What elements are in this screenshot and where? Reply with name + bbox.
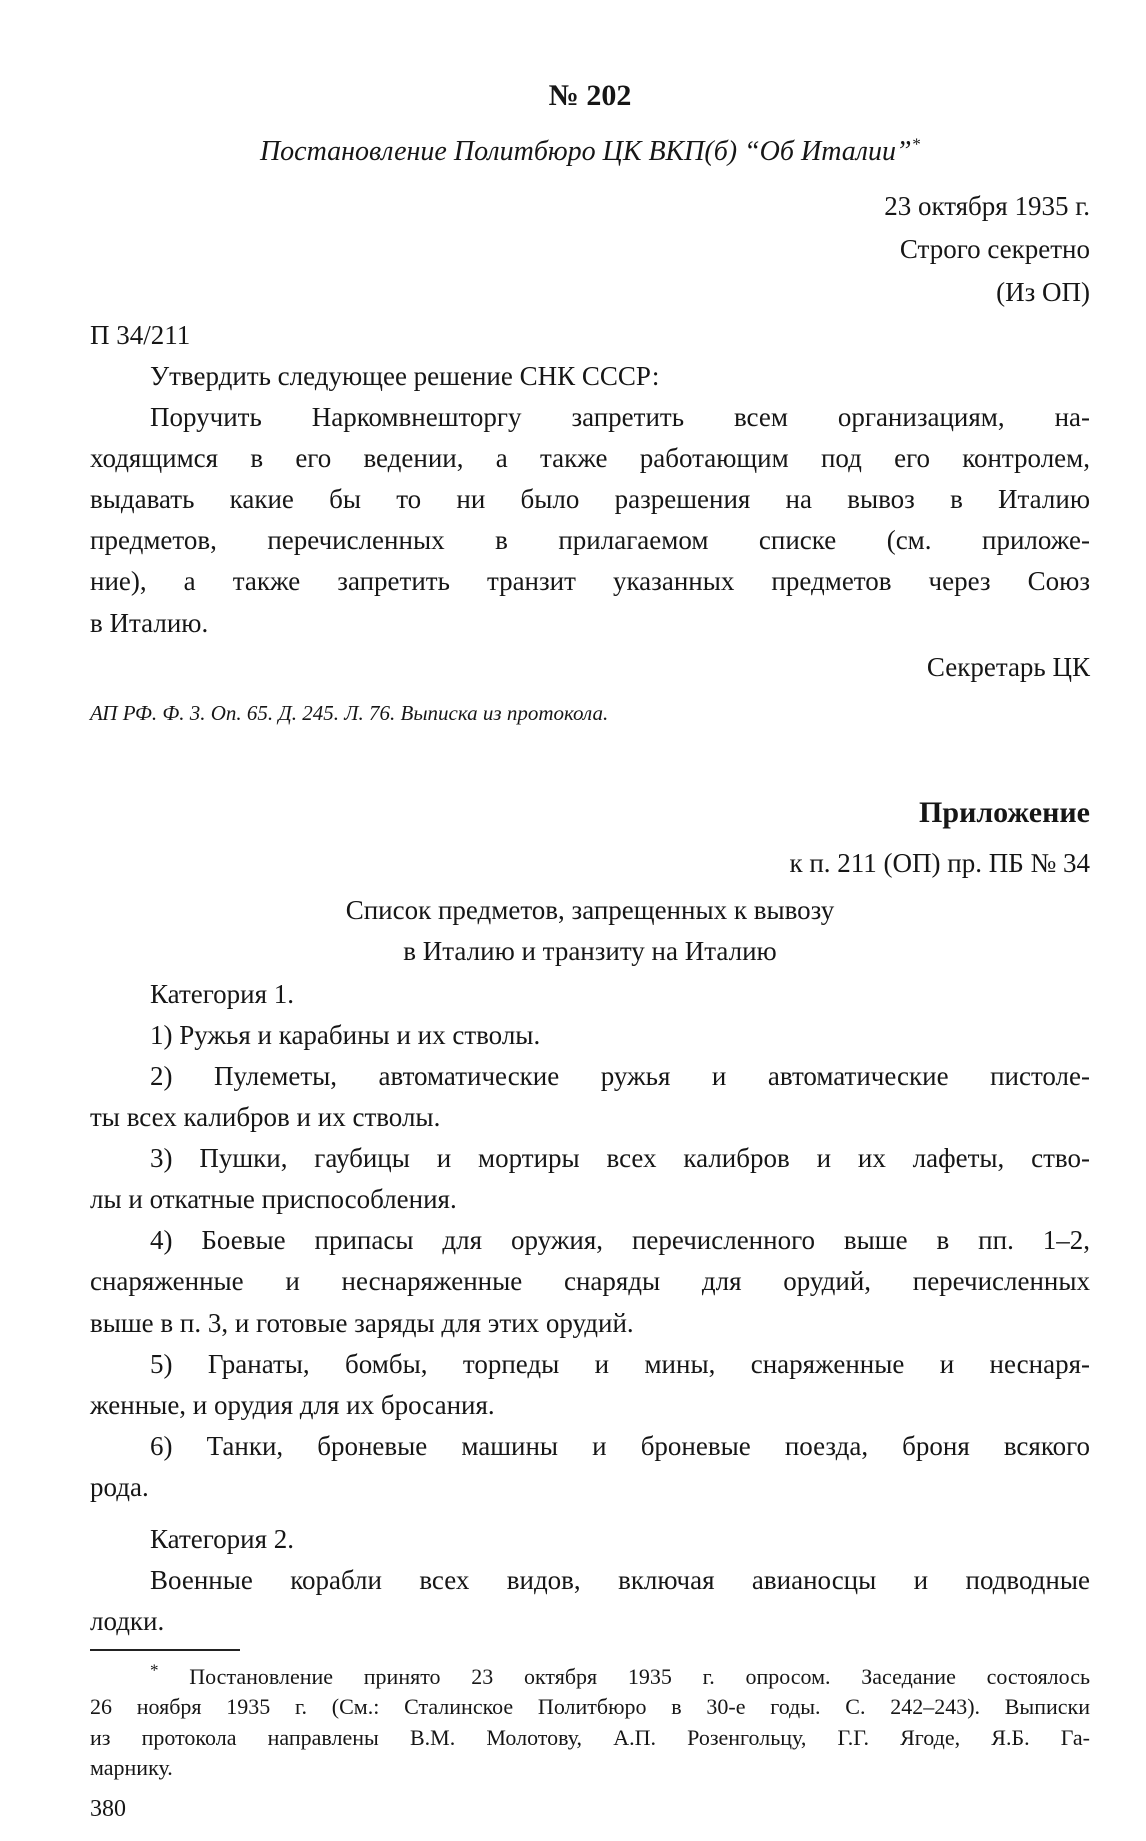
list-item: 1) Ружья и карабины и их стволы. — [150, 1020, 541, 1051]
page-number: 380 — [90, 1796, 126, 1823]
list-item-continuation: женные, и орудия для их бросания. — [90, 1389, 495, 1420]
list-item-continuation: снаряженные и неснаряженные снаряды для орудий, перечисленных — [90, 1266, 1090, 1297]
list-item: 5) Гранаты, бомбы, торпеды и мины, снаряженные и неснаря- — [150, 1348, 1090, 1379]
footnote-mark: * — [150, 1660, 159, 1680]
decision-line: выдавать какие бы то ни было разрешения на вывоз в Италию — [90, 484, 1090, 515]
list-item: 4) Боевые припасы для оружия, перечисленного выше в пп. 1–2, — [150, 1225, 1090, 1256]
list-item: 6) Танки, броневые машины и броневые поезда, броня всякого — [150, 1430, 1090, 1461]
document-title-text: Постановление Политбюро ЦК ВКП(б) “Об Италии” — [259, 135, 912, 167]
document-date: 23 октября 1935 г. — [884, 191, 1090, 222]
list-item-continuation: рода. — [90, 1471, 149, 1502]
list-item: 3) Пушки, гаубицы и мортиры всех калибров и их лафеты, ство- — [150, 1143, 1090, 1174]
category-2-heading: Категория 2. — [150, 1524, 294, 1555]
appendix-reference: к п. 211 (ОП) пр. ПБ № 34 — [789, 848, 1090, 879]
footnote-divider — [90, 1649, 240, 1651]
list-item-continuation: лы и откатные приспособления. — [90, 1184, 457, 1215]
footnote-line: из протокола направлены В.М. Молотову, А.П. Розенгольцу, Г.Г. Ягоде, Я.Б. Га- — [90, 1724, 1090, 1750]
footnote-text: Постановление принято 23 октября 1935 г. опросом. Заседание состоялось — [189, 1663, 1091, 1689]
decision-line: Поручить Наркомвнешторгу запретить всем организациям, на- — [150, 402, 1090, 433]
appendix-heading: Приложение — [919, 795, 1090, 829]
category-2-line: Военные корабли всех видов, включая авианосцы и подводные — [150, 1565, 1090, 1596]
decision-intro: Утвердить следующее решение СНК СССР: — [150, 361, 660, 392]
source-note: (Из ОП) — [996, 277, 1090, 308]
archive-reference: АП РФ. Ф. 3. Оп. 65. Д. 245. Л. 76. Выписка из протокола. — [90, 701, 609, 726]
title-footnote-mark: * — [911, 134, 921, 154]
signature: Секретарь ЦК — [926, 652, 1090, 683]
footnote-line: марнику. — [90, 1755, 173, 1781]
list-title-line-2: в Италию и транзиту на Италию — [403, 936, 777, 967]
decision-line: в Италию. — [90, 607, 209, 638]
list-item-continuation: ты всех калибров и их стволы. — [90, 1102, 441, 1133]
list-item-continuation: выше в п. 3, и готовые заряды для этих орудий. — [90, 1307, 634, 1338]
document-title — [90, 134, 1090, 170]
category-1-heading: Категория 1. — [150, 979, 294, 1009]
protocol-ref: П 34/211 — [90, 320, 191, 351]
footnote-line — [90, 1662, 1090, 1692]
footnote-line: 26 ноября 1935 г. (См.: Сталинское Политбюро в 30-е годы. С. 242–243). Выписки — [90, 1694, 1090, 1720]
decision-line: предметов, перечисленных в прилагаемом списке (см. приложе- — [90, 525, 1090, 556]
document-number: № 202 — [548, 79, 632, 113]
list-title-line-1: Список предметов, запрещенных к вывозу — [345, 894, 835, 925]
list-item: 2) Пулеметы, автоматические ружья и автоматические пистоле- — [150, 1061, 1090, 1092]
category-2-line: лодки. — [90, 1606, 165, 1637]
decision-line: ходящимся в его ведении, а также работающим под его контролем, — [90, 443, 1090, 474]
classification: Строго секретно — [899, 234, 1090, 265]
decision-line: ние), а также запретить транзит указанных предметов через Союз — [90, 566, 1090, 597]
